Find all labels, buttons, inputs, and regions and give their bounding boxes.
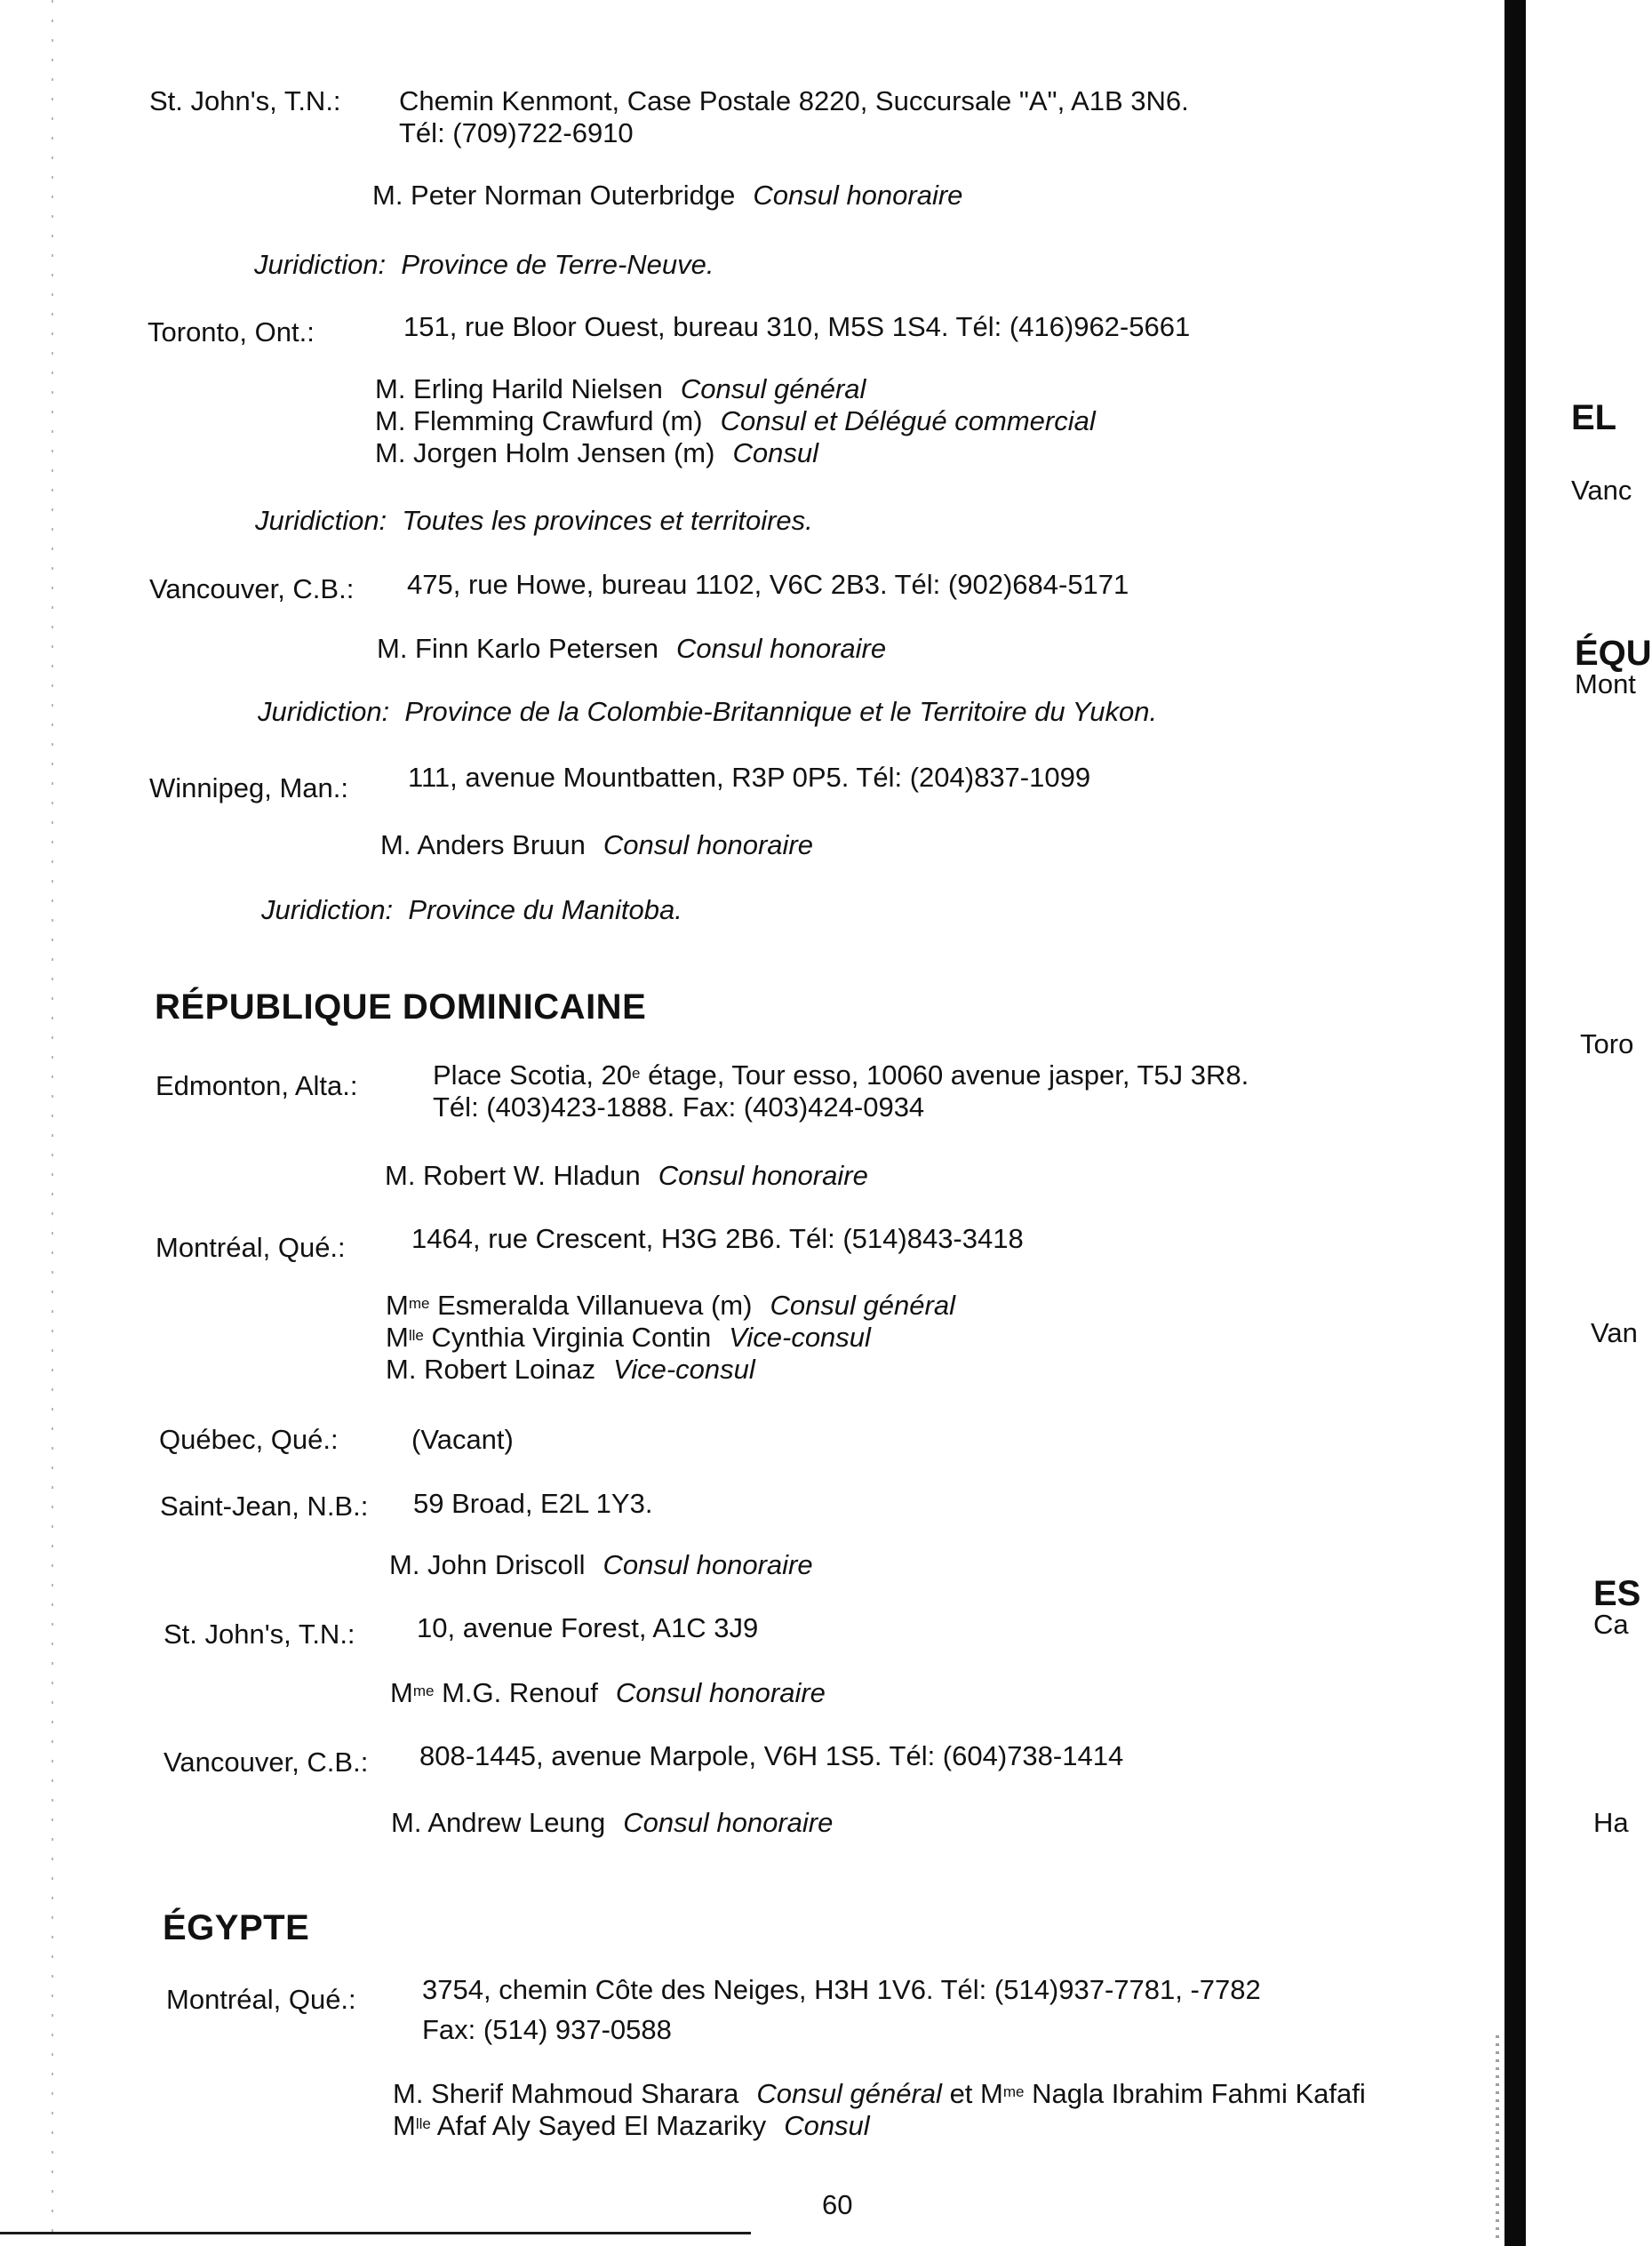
official-line: [380, 829, 813, 861]
official-name: M. Finn Karlo Petersen: [377, 633, 659, 664]
official-line: [390, 1677, 826, 1709]
official-line: [389, 1549, 813, 1581]
official-line: [393, 2110, 870, 2142]
official-title: Consul général: [680, 373, 866, 404]
official-name: M. Anders Bruun: [380, 829, 586, 860]
next-page-fragment: Van: [1591, 1317, 1638, 1348]
official-name: Cynthia Virginia Contin: [431, 1322, 712, 1353]
next-page-fragment: Vanc: [1571, 475, 1632, 506]
jurisdiction-line: [258, 696, 1157, 728]
honorific: M: [393, 2110, 416, 2141]
address-line: Tél: (403)423-1888. Fax: (403)424-0934: [433, 1091, 925, 1123]
city-label: Winnipeg, Man.:: [149, 772, 348, 803]
official-name: Afaf Aly Sayed El Mazariky: [436, 2110, 767, 2141]
address-part: Place Scotia, 20: [433, 1059, 633, 1091]
official-name: M. Jorgen Holm Jensen (m): [375, 437, 715, 468]
official-title: Consul général: [770, 1290, 955, 1321]
address-line: 10, avenue Forest, A1C 3J9: [417, 1612, 759, 1643]
city-label: Toronto, Ont.:: [148, 316, 315, 348]
address-superscript: e: [632, 1065, 641, 1082]
honorific: M: [390, 1677, 413, 1708]
official-line: [375, 437, 818, 469]
official-line: [386, 1354, 755, 1386]
official-name: M. Sherif Mahmoud Sharara: [393, 2078, 739, 2109]
official-line: [386, 1290, 955, 1322]
official-title: Vice-consul: [613, 1354, 755, 1385]
next-page-fragment: Ca: [1593, 1609, 1629, 1640]
official-name: M. Flemming Crawfurd (m): [375, 405, 703, 436]
official-name: Esmeralda Villanueva (m): [437, 1290, 753, 1321]
honorific: M: [386, 1290, 409, 1321]
official-line: [386, 1322, 871, 1354]
address-line: (Vacant): [411, 1424, 514, 1455]
city-label: Montréal, Qué.:: [166, 1984, 356, 2015]
city-label: Montréal, Qué.:: [156, 1232, 346, 1263]
section-heading: ÉGYPTE: [163, 1908, 310, 1947]
city-label: Vancouver, C.B.:: [164, 1746, 369, 1778]
address-line: Tél: (709)722-6910: [399, 117, 634, 148]
next-page-fragment: Toro: [1580, 1028, 1634, 1059]
official-line: [393, 2078, 1366, 2110]
address-line: 111, avenue Mountbatten, R3P 0P5. Tél: (204)837-1099: [408, 762, 1091, 793]
jurisdiction-text: Province de Terre-Neuve.: [401, 249, 714, 280]
address-part: étage, Tour esso, 10060 avenue jasper, T5J 3R8.: [640, 1059, 1249, 1091]
honorific: M: [386, 1322, 409, 1353]
official-name: M.G. Renouf: [442, 1677, 598, 1708]
next-page-fragment: EL: [1571, 398, 1617, 437]
official-line: [377, 633, 886, 665]
jurisdiction-text: Province du Manitoba.: [408, 894, 682, 925]
city-label: Vancouver, C.B.:: [149, 573, 355, 604]
honorific-sup: lle: [415, 2115, 431, 2132]
official-name: M. Andrew Leung: [391, 1807, 606, 1838]
next-page-fragment: Ha: [1593, 1807, 1629, 1838]
address-line: 59 Broad, E2L 1Y3.: [413, 1488, 653, 1519]
honorific-sup: me: [408, 1295, 430, 1312]
jurisdiction-line: [254, 249, 714, 281]
official-line: [372, 180, 962, 212]
section-heading: RÉPUBLIQUE DOMINICAINE: [155, 987, 647, 1027]
jurisdiction-label: Juridiction:: [255, 505, 387, 536]
official-line: [385, 1160, 868, 1192]
official-name: M. Erling Harild Nielsen: [375, 373, 663, 404]
official-title: Consul: [784, 2110, 870, 2141]
next-page-fragment: Mont: [1575, 668, 1636, 699]
address-line: 1464, rue Crescent, H3G 2B6. Tél: (514)843-3418: [411, 1223, 1024, 1254]
official-title: Vice-consul: [729, 1322, 871, 1353]
city-label: Québec, Qué.:: [159, 1424, 339, 1455]
honorific: M: [980, 2078, 1003, 2109]
jurisdiction-line: [261, 894, 682, 926]
official-title: Consul honoraire: [658, 1160, 868, 1191]
honorific: M.: [386, 1354, 417, 1385]
city-label: Edmonton, Alta.:: [156, 1070, 358, 1101]
jurisdiction-line: [255, 505, 813, 537]
address-line: Chemin Kenmont, Case Postale 8220, Succursale "A", A1B 3N6.: [399, 85, 1189, 116]
official-title: Consul honoraire: [603, 829, 813, 860]
official-title: Consul général: [756, 2078, 942, 2109]
spouse-name: Nagla Ibrahim Fahmi Kafafi: [1032, 2078, 1366, 2109]
connector: et: [949, 2078, 973, 2109]
next-page-fragment: ÉQU: [1575, 634, 1652, 673]
jurisdiction-text: Province de la Colombie-Britannique et le Territoire du Yukon.: [404, 696, 1158, 727]
official-title: Consul: [732, 437, 818, 468]
official-title: Consul honoraire: [623, 1807, 834, 1838]
official-name: M. Robert W. Hladun: [385, 1160, 641, 1191]
official-line: [391, 1807, 833, 1839]
jurisdiction-text: Toutes les provinces et territoires.: [402, 505, 813, 536]
official-name: Robert Loinaz: [424, 1354, 596, 1385]
address-line: 3754, chemin Côte des Neiges, H3H 1V6. Tél: (514)937-7781, -7782: [422, 1974, 1261, 2005]
honorific-sup: me: [412, 1683, 435, 1699]
honorific-sup: lle: [408, 1327, 424, 1344]
official-title: Consul et Délégué commercial: [720, 405, 1096, 436]
address-line: 151, rue Bloor Ouest, bureau 310, M5S 1S4. Tél: (416)962-5661: [403, 311, 1191, 342]
address-line: 808-1445, avenue Marpole, V6H 1S5. Tél: (604)738-1414: [419, 1740, 1124, 1771]
address-line: Fax: (514) 937-0588: [422, 2014, 672, 2045]
next-page-fragment: ES: [1593, 1574, 1641, 1613]
official-name: M. John Driscoll: [389, 1549, 586, 1580]
official-title: Consul honoraire: [753, 180, 963, 211]
city-label: Saint-Jean, N.B.:: [160, 1491, 369, 1522]
official-line: [375, 405, 1096, 437]
official-title: Consul honoraire: [615, 1677, 826, 1708]
binding-dots-right: [1496, 2035, 1499, 2240]
binding-dots-left: [52, 0, 53, 2246]
address-line: [433, 1059, 1249, 1091]
jurisdiction-label: Juridiction:: [261, 894, 394, 925]
page-number: 60: [822, 2189, 853, 2220]
address-line: 475, rue Howe, bureau 1102, V6C 2B3. Tél: (902)684-5171: [407, 569, 1129, 600]
jurisdiction-label: Juridiction:: [258, 696, 390, 727]
official-title: Consul honoraire: [676, 633, 887, 664]
official-line: [375, 373, 866, 405]
page-spine: [1504, 0, 1526, 2246]
page-bottom-edge: [0, 2232, 751, 2234]
city-label: St. John's, T.N.:: [149, 85, 341, 116]
city-label: St. John's, T.N.:: [164, 1619, 355, 1650]
honorific-sup: me: [1002, 2083, 1025, 2100]
jurisdiction-label: Juridiction:: [254, 249, 387, 280]
official-name: M. Peter Norman Outerbridge: [372, 180, 736, 211]
official-title: Consul honoraire: [603, 1549, 813, 1580]
